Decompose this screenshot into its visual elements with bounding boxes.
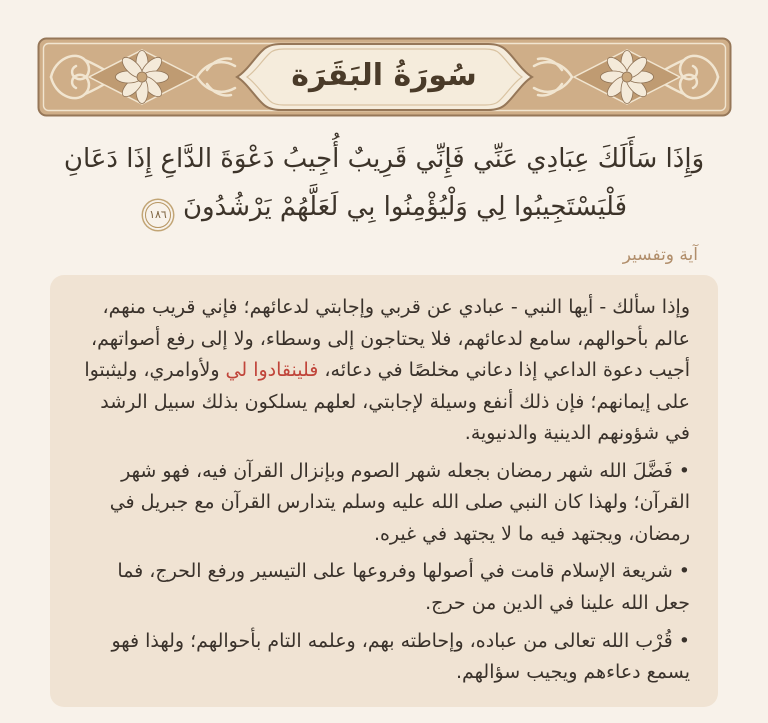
- surah-banner: [37, 37, 732, 117]
- quran-verse: [31, 135, 737, 231]
- bullet-marker: •: [672, 459, 690, 482]
- tafsir-text: وإذا سألك - أيها النبي - عبادي عن قربي وإجابتي لدعائهم؛ فإني قريب منهم، عالم بأحوالهم، سامع لدعائهم، فلا يحتاجون إلى وسطاء، ولا إلى رفع أصواتهم، أجيب دعوة الداعي إذا دعاني مخلصًا في دعائه،: [90, 296, 690, 382]
- tafsir-paragraph: [78, 456, 690, 551]
- bullet-marker: •: [672, 629, 690, 652]
- tafsir-text: ولأوامري، وليثبتوا على إيمانهم؛ فإن ذلك أنفع وسيلة لإجابتي، لعلهم يسلكون بذلك سبيل الرشد في شؤونهم الدينية والدنيوية.: [84, 359, 690, 445]
- tafsir-text: قُرْب الله تعالى من عباده، وإحاطته بهم، وعلمه التام بأحوالهم؛ ولهذا فهو يسمع دعاءهم ويجيب سؤالهم.: [111, 629, 690, 684]
- tafsir-text: شريعة الإسلام قامت في أصولها وفروعها على التيسير ورفع الحرج، فما جعل الله علينا في الدين من حرج.: [117, 560, 690, 614]
- tafsir-paragraph: [78, 292, 690, 450]
- section-label: آية وتفسير: [622, 245, 698, 266]
- bullet-marker: •: [672, 560, 690, 583]
- tafsir-text: فَضَّلَ الله شهر رمضان بجعله شهر الصوم وبإنزال القرآن فيه، فهو شهر القرآن؛ ولهذا كان النبي صلى الله عليه وسلم يتدارس القرآن مع جبريل في رمضان، ويجتهد فيه ما لا يجتهد في غيره.: [109, 459, 690, 545]
- tafsir-paragraph: [78, 626, 690, 689]
- tafsir-paragraph: [78, 556, 690, 619]
- ayah-number-medallion: [145, 202, 171, 228]
- ayah-number: ١٨٦: [149, 208, 167, 222]
- tafsir-box: [50, 275, 718, 706]
- highlight-red: فلينقادوا لي: [225, 359, 319, 382]
- surah-title: سُورَةُ البَقَرَة: [291, 57, 477, 93]
- verse-text: وَإِذَا سَأَلَكَ عِبَادِي عَنِّي فَإِنِّي قَرِيبٌ أُجِيبُ دَعْوَةَ الدَّاعِ إِذَا دَعَانِ فَلْيَسْتَجِيبُوا لِي وَلْيُؤْمِنُوا بِي لَعَلَّهُمْ يَرْشُدُونَ: [63, 144, 705, 223]
